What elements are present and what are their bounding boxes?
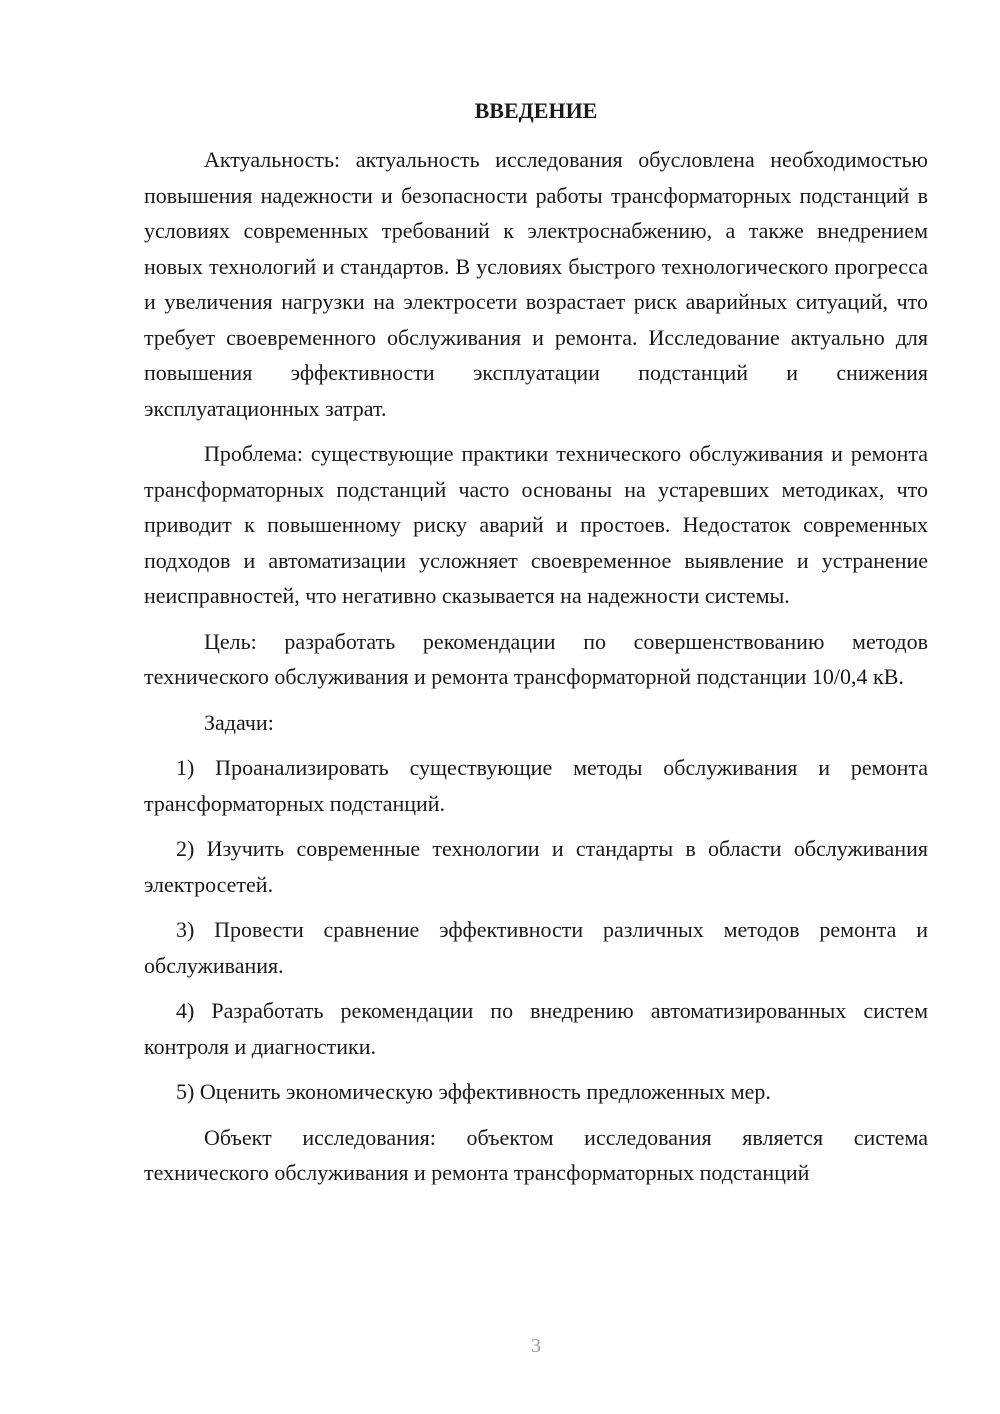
task-item-1: 1) Проанализировать существующие методы обслуживания и ремонта трансформаторных подстанций.	[144, 755, 928, 816]
paragraph-relevance: Актуальность: актуальность исследования обусловлена необходимостью повышения надежности и безопасности работы трансформаторных подстанций в условиях современных требований к электроснабжению, а также внедрением новых технологий и стандартов. В условиях быстрого технологического прогресса и увеличения нагрузки на электросети возрастает риск аварийных ситуаций, что требует своевременного обслуживания и ремонта. Исследование актуально для повышения эффективности эксплуатации подстанций и снижения эксплуатационных затрат.	[144, 147, 928, 421]
task-item-2: 2) Изучить современные технологии и стандарты в области обслуживания электросетей.	[144, 836, 928, 897]
task-item-4: 4) Разработать рекомендации по внедрению автоматизированных систем контроля и диагностики.	[144, 998, 928, 1059]
page-heading: ВВЕДЕНИЕ	[474, 98, 598, 123]
paragraph-object: Объект исследования: объектом исследования является система технического обслуживания и ремонта трансформаторных подстанций	[144, 1124, 928, 1185]
tasks-label: Задачи:	[204, 709, 274, 735]
document-body	[144, 142, 928, 1201]
page-number: 3	[531, 1335, 541, 1357]
task-item-5: 5) Оценить экономическую эффективность предложенных мер.	[176, 1079, 771, 1104]
paragraph-goal: Цель: разработать рекомендации по совершенствованию методов технического обслуживания и ремонта трансформаторной подстанции 10/0,4 кВ.	[144, 628, 928, 689]
task-item-3: 3) Провести сравнение эффективности различных методов ремонта и обслуживания.	[144, 917, 928, 978]
paragraph-problem: Проблема: существующие практики технического обслуживания и ремонта трансформаторных подстанций часто основаны на устаревших методиках, что приводит к повышенному риску аварий и простоев. Недостаток современных подходов и автоматизации усложняет своевременное выявление и устранение неисправностей, что негативно сказывается на надежности системы.	[144, 441, 928, 608]
